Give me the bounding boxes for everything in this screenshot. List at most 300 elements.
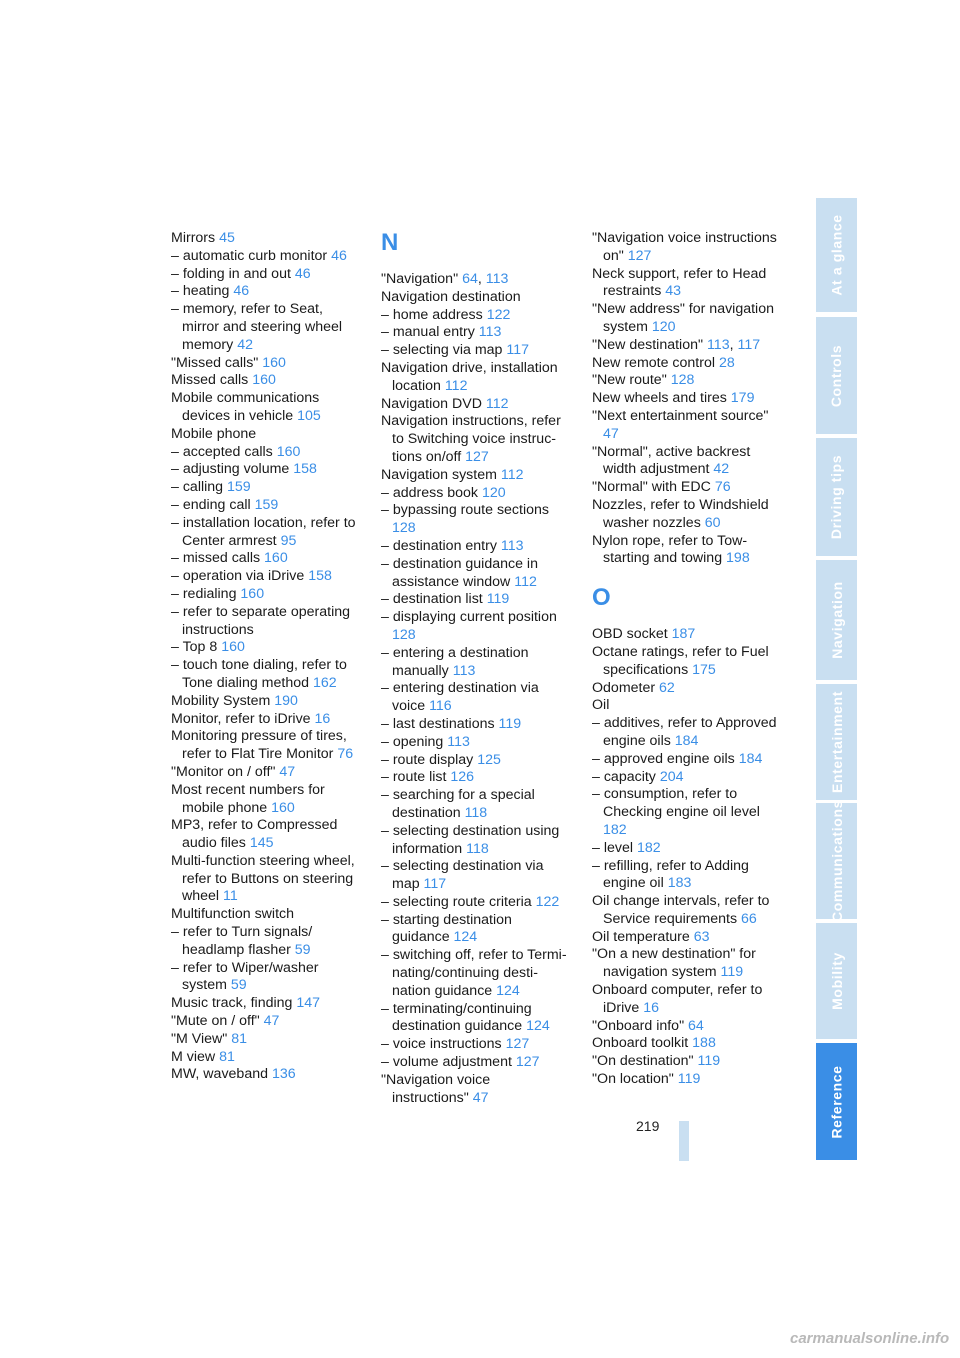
index-entry-text: "Normal", active backrest width adjustment (592, 443, 751, 478)
index-entry-text: – memory, refer to Seat, mirror and steering wheel memory (171, 301, 343, 353)
page-reference-link[interactable]: 184 (738, 750, 763, 767)
sidebar-tab-driving-tips[interactable] (816, 438, 857, 556)
page-reference-link[interactable]: 112 (444, 377, 468, 394)
index-entry-text: – installation location, refer to Center armrest (171, 514, 356, 549)
index-entry-text: "Navigation voice instructions on" (592, 230, 777, 264)
page-reference-link[interactable]: 184 (674, 732, 699, 749)
page-reference-link[interactable]: 124 (496, 982, 520, 999)
index-entry-text: – selecting via map (381, 342, 507, 359)
index-entry (171, 515, 359, 551)
page-reference-link[interactable]: 46 (294, 265, 311, 282)
index-entry-text: – refer to Turn signals/ headlamp flasher (171, 924, 313, 958)
index-entry-text: Odometer (592, 679, 660, 696)
index-entry (171, 960, 359, 996)
index-entry (381, 912, 569, 948)
index-entry-text: Navigation DVD (381, 395, 486, 412)
page-reference-link[interactable]: 47 (472, 1089, 489, 1106)
index-entry (171, 782, 359, 818)
index-entry-text: – missed calls (171, 550, 265, 567)
page-reference-link[interactable]: 113 (485, 271, 509, 287)
index-entry (171, 461, 359, 479)
index-entry (592, 786, 780, 839)
page-reference-link[interactable]: 120 (651, 318, 676, 335)
sidebar-tab-mobility[interactable] (816, 923, 857, 1039)
page-reference-link[interactable]: 122 (486, 306, 511, 323)
index-entry (592, 715, 780, 751)
page-reference-link[interactable]: 160 (240, 585, 265, 602)
page-reference-link[interactable]: 46 (233, 283, 250, 300)
sidebar-tab-entertainment[interactable] (816, 684, 857, 800)
page-reference-link[interactable]: 160 (221, 639, 245, 656)
index-entry-text: New wheels and tires (592, 390, 731, 407)
page-reference-link[interactable]: 158 (293, 461, 317, 478)
page-reference-link[interactable]: 128 (670, 372, 695, 389)
page-reference-link[interactable]: 16 (314, 710, 331, 727)
page-reference-link[interactable]: 126 (450, 769, 475, 786)
index-entry (171, 711, 359, 729)
page-reference-link[interactable]: 81 (219, 1048, 235, 1065)
sidebar-tab-label: Communications (828, 800, 845, 922)
index-entry-text: Multifunction switch (171, 906, 295, 923)
index-entry-text: – manual entry (381, 324, 479, 341)
index-entry (381, 1072, 569, 1108)
page-reference-link[interactable]: 118 (466, 840, 489, 857)
index-entry (592, 858, 780, 894)
page-reference-link[interactable]: 47 (279, 763, 296, 780)
index-entry (592, 840, 780, 858)
index-entry (592, 1053, 780, 1071)
index-entry-text: – adjusting volume (171, 461, 294, 478)
index-entry (381, 858, 569, 894)
page-reference-link[interactable]: 160 (276, 443, 301, 460)
index-entry-text: Multi-function steering wheel, refer to Buttons on steering wheel (171, 852, 355, 905)
index-entry-text: – operation via iDrive (171, 568, 309, 585)
page-reference-link[interactable]: 204 (659, 768, 684, 785)
index-entry (171, 230, 359, 248)
index-entry-text: – home address (381, 306, 487, 323)
index-entry (381, 413, 569, 466)
index-entry (592, 230, 780, 266)
index-entry (592, 680, 780, 698)
index-entry (381, 752, 569, 770)
index-entry-text: – refer to Wiper/washer system (171, 959, 319, 994)
index-entry-text: Octane ratings, refer to Fuel specifications (592, 643, 769, 678)
index-entry-text: "Mute on / off" (171, 1013, 264, 1030)
index-entry (171, 301, 359, 354)
index-entry (381, 609, 569, 645)
index-column-3 (592, 230, 780, 1089)
index-entry (381, 734, 569, 752)
index-entry-text: – terminating/continuing destination guidance (381, 1000, 532, 1035)
page-reference-link[interactable]: 112 (485, 395, 509, 412)
index-entry (381, 342, 569, 360)
index-entry-text: "On destination" (592, 1053, 698, 1070)
page-reference-link[interactable]: 43 (665, 283, 682, 300)
index-entry-text: – destination guidance in assistance window (381, 555, 538, 590)
index-entry (592, 301, 780, 337)
index-entry-text: Navigation system (381, 466, 501, 483)
index-entry-text: Oil temperature (592, 928, 694, 945)
sidebar-tab-label: At a glance (828, 214, 845, 296)
index-entry-text: Oil change intervals, refer to Service requirements (592, 893, 770, 927)
page-reference-link[interactable]: 136 (271, 1066, 296, 1083)
page-reference-link[interactable]: 47 (263, 1013, 280, 1030)
page-reference-link[interactable]: 113 (706, 336, 730, 353)
index-entry-text: – volume adjustment (381, 1054, 516, 1071)
page-reference-link[interactable]: 63 (693, 928, 710, 945)
page-reference-link[interactable]: 81 (231, 1030, 248, 1047)
index-entry-text: – touch tone dialing, refer to Tone dialing method (171, 657, 347, 691)
index-entry-text: Monitoring pressure of tires, refer to Flat Tire Monitor (171, 728, 347, 763)
page-reference-link[interactable]: 42 (713, 461, 730, 478)
index-entry (381, 645, 569, 681)
index-entry-text: – calling (171, 479, 227, 496)
index-entry (381, 716, 569, 734)
index-entry-text: Mirrors (171, 230, 220, 246)
page-reference-link[interactable]: 28 (718, 354, 735, 371)
page-reference-link[interactable]: 119 (486, 591, 510, 608)
index-entry (381, 894, 569, 912)
index-entry-text: Neck support, refer to Head restraints (592, 265, 767, 300)
index-entry-text: "Next entertainment source" (592, 407, 769, 424)
index-entry-text: "Monitor on / off" (171, 763, 280, 780)
page-reference-link[interactable]: 117 (423, 876, 447, 893)
index-entry-text: Nylon rope, refer to Tow-starting and towing (592, 532, 748, 567)
page-reference-link[interactable]: 182 (603, 821, 627, 838)
page-reference-link[interactable]: 188 (692, 1035, 716, 1052)
sidebar-tab-controls[interactable] (816, 317, 857, 434)
index-entry (381, 324, 569, 342)
index-entry (381, 787, 569, 823)
index-entry-text: – approved engine oils (592, 750, 739, 767)
page-reference-link[interactable]: 160 (264, 550, 288, 567)
index-entry-text: MP3, refer to Compressed audio files (171, 817, 338, 852)
index-entry (171, 1013, 359, 1031)
index-entry (381, 289, 569, 307)
index-entry (592, 372, 780, 390)
page-reference-link[interactable]: 60 (704, 514, 721, 531)
index-entry (381, 769, 569, 787)
watermark: carmanualsonline.info (790, 1330, 950, 1347)
page-reference-link[interactable]: 46 (331, 247, 347, 264)
index-entry-text: "On a new destination" for navigation system (592, 946, 756, 981)
index-entry (592, 355, 780, 373)
page-reference-link[interactable]: 16 (643, 999, 659, 1016)
index-entry-text: – address book (381, 484, 482, 501)
page-reference-link[interactable]: 187 (671, 626, 696, 643)
page-reference-link[interactable]: 127 (627, 247, 652, 264)
index-entry (592, 444, 780, 480)
index-entry-text: "Normal" with EDC (592, 479, 715, 496)
page-reference-link[interactable]: 119 (720, 964, 744, 981)
page-reference-link[interactable]: 76 (714, 479, 731, 496)
index-entry-text: – opening (381, 733, 448, 750)
index-entry (171, 639, 359, 657)
page-reference-link[interactable]: 62 (659, 679, 675, 696)
index-entry (171, 283, 359, 301)
page-reference-link[interactable]: 124 (526, 1018, 550, 1035)
page-reference-link[interactable]: 112 (500, 466, 524, 483)
page-reference-link[interactable]: 127 (505, 1036, 530, 1053)
index-entry-text: – level (592, 839, 637, 856)
page-reference-link[interactable]: 59 (230, 977, 247, 994)
index-entry-text: "Navigation" (381, 271, 463, 287)
page-reference-link[interactable]: 64 (462, 271, 478, 287)
index-entry-text: – consumption, refer to Checking engine oil level (592, 786, 760, 821)
index-entry-text: Mobile phone (171, 425, 257, 442)
index-entry-text: Navigation instructions, refer to Switching voice instruc-tions on/off (381, 413, 561, 465)
index-entry-text: – starting destination guidance (381, 911, 512, 946)
index-entry (381, 502, 569, 538)
index-entry (592, 626, 780, 644)
page-reference-link[interactable]: 112 (514, 573, 537, 590)
index-entry (171, 853, 359, 906)
index-entry-text: – selecting destination using information (381, 822, 560, 857)
index-entry (592, 751, 780, 769)
index-entry (381, 1001, 569, 1037)
page-reference-link[interactable]: 183 (667, 875, 692, 892)
index-entry (381, 467, 569, 485)
index-entry (592, 266, 780, 302)
index-entry-text: MW, waveband (171, 1066, 272, 1083)
index-entry (592, 929, 780, 947)
page-reference-link[interactable]: 105 (297, 407, 321, 424)
page-reference-link[interactable]: 182 (636, 839, 661, 856)
page-reference-link[interactable]: 120 (481, 484, 506, 501)
page-reference-link[interactable]: 198 (726, 550, 750, 567)
index-entry-text: "M View" (171, 1030, 232, 1047)
page-reference-link[interactable]: 119 (498, 715, 522, 732)
page-number-bar (679, 1121, 689, 1161)
index-entry (171, 764, 359, 782)
index-letter-heading: O (592, 584, 611, 612)
index-entry-text: – destination list (381, 591, 487, 608)
index-entry-text: "New route" (592, 372, 671, 389)
page-reference-link[interactable]: 113 (447, 733, 470, 750)
index-entry (381, 485, 569, 503)
index-entry (171, 604, 359, 640)
page-reference-link[interactable]: 124 (453, 929, 478, 946)
page-reference-link[interactable]: 159 (254, 496, 279, 513)
page-reference-link[interactable]: 122 (535, 893, 560, 910)
page-reference-link[interactable]: 160 (271, 799, 295, 816)
index-entry (592, 408, 780, 444)
sidebar-tab-communications[interactable] (816, 800, 857, 922)
index-entry (171, 1049, 359, 1067)
sidebar-tab-label: Driving tips (828, 454, 845, 540)
index-entry (171, 817, 359, 853)
index-entry (592, 697, 780, 715)
index-entry (171, 1066, 359, 1084)
index-entry (171, 390, 359, 426)
index-entry-text: Oil (592, 697, 610, 714)
index-entry-text: – entering destination via voice (381, 680, 539, 715)
page-reference-link[interactable]: 64 (688, 1017, 704, 1034)
page-reference-link[interactable]: 160 (262, 354, 286, 371)
index-entry (592, 1035, 780, 1053)
page-reference-link[interactable]: 162 (312, 674, 337, 691)
index-entry-text: – redialing (171, 585, 241, 602)
page-reference-link[interactable]: 119 (677, 1071, 701, 1088)
sidebar-tab-label: Navigation (828, 581, 845, 659)
index-entry (171, 266, 359, 284)
index-entry (171, 497, 359, 515)
page-reference-link[interactable]: 190 (274, 692, 298, 709)
index-entry-text: Onboard toolkit (592, 1035, 693, 1052)
index-entry-text: – destination entry (381, 537, 501, 554)
page-reference-link[interactable]: 113 (500, 537, 524, 554)
page-reference-link[interactable]: 159 (227, 479, 251, 496)
index-entry (381, 1054, 569, 1072)
page-reference-link[interactable]: 175 (692, 661, 716, 678)
index-entry-text: Most recent numbers for mobile phone (171, 781, 325, 816)
index-entry-text: "Onboard info" (592, 1017, 689, 1034)
index-entry (171, 906, 359, 924)
index-entry (592, 390, 780, 408)
page-reference-link[interactable]: 179 (730, 390, 755, 407)
index-letter-heading: N (381, 229, 399, 256)
index-entry-text: – refilling, refer to Adding engine oil (592, 857, 749, 892)
index-entry (592, 479, 780, 497)
index-entry (592, 1018, 780, 1036)
index-entry (381, 1036, 569, 1054)
index-entry-text: – displaying current position (381, 609, 557, 626)
page-reference-link[interactable]: 76 (337, 746, 354, 763)
index-entry (381, 307, 569, 325)
index-entry-text: "Navigation voice instructions" (381, 1071, 491, 1106)
page-reference-link[interactable]: 128 (392, 520, 416, 537)
index-entry (381, 360, 569, 396)
index-entry-text: Missed calls (171, 372, 253, 389)
index-entry-text: – route list (381, 769, 451, 786)
page-reference-link[interactable]: 116 (429, 698, 452, 715)
page-reference-link[interactable]: 45 (219, 230, 235, 246)
index-entry-text: – folding in and out (171, 265, 295, 282)
sidebar-tab-navigation[interactable] (816, 560, 857, 680)
sidebar-tab-at-a-glance[interactable] (816, 198, 857, 312)
index-entry-text: – capacity (592, 768, 660, 785)
page-reference-link[interactable]: 113 (478, 324, 502, 341)
index-entry (592, 1071, 780, 1089)
index-entry (171, 693, 359, 711)
index-entry-text: – searching for a special destination (381, 787, 535, 821)
section-sidebar (816, 198, 857, 1160)
page-reference-link[interactable]: 128 (392, 626, 416, 643)
page-reference-link[interactable]: 127 (465, 448, 489, 465)
index-entry (592, 497, 780, 533)
index-entry-text: – accepted calls (171, 443, 277, 460)
index-entry-text: – voice instructions (381, 1036, 506, 1053)
index-entry-text: New remote control (592, 354, 719, 371)
index-entry (592, 533, 780, 569)
index-entry (171, 372, 359, 390)
sidebar-tab-label: Mobility (828, 952, 845, 1010)
index-entry (381, 538, 569, 556)
index-entry-text: M view (171, 1048, 220, 1065)
sidebar-tab-reference[interactable] (816, 1043, 857, 1160)
index-entry-text: – route display (381, 751, 478, 768)
index-entry (381, 823, 569, 859)
index-entry-text: "New address" for navigation system (592, 301, 774, 335)
index-entry (381, 396, 569, 414)
index-entry (592, 893, 780, 929)
index-entry (381, 591, 569, 609)
index-entry (592, 769, 780, 787)
page-reference-link[interactable]: 66 (741, 910, 757, 927)
index-entry-text: – last destinations (381, 715, 499, 732)
index-entry-text: – switching off, refer to Termi-nating/continuing desti-nation guidance (381, 947, 567, 999)
index-entry-text: "Missed calls" (171, 354, 263, 371)
index-entry-text: Mobility System (171, 692, 275, 709)
index-entry-text: – selecting destination via map (381, 858, 544, 893)
index-entry (171, 444, 359, 462)
page-reference-link[interactable]: 11 (223, 888, 238, 905)
page-reference-link[interactable]: 59 (294, 941, 311, 958)
index-entry-text: Monitor, refer to iDrive (171, 710, 315, 727)
index-entry (171, 586, 359, 604)
page-reference-link[interactable]: 117 (506, 342, 530, 359)
page-reference-link[interactable]: 119 (697, 1053, 721, 1070)
page-reference-link[interactable]: 160 (252, 372, 276, 389)
index-entry: "Navigation" 64, 113 (381, 271, 509, 287)
index-entry (171, 426, 359, 444)
page-reference-link[interactable]: 145 (249, 835, 274, 852)
page-reference-link[interactable]: 118 (464, 804, 488, 821)
page-reference-link[interactable]: 158 (308, 568, 332, 585)
index-entry-text: – ending call (171, 496, 255, 513)
sidebar-tab-label: Entertainment (828, 691, 845, 793)
index-entry-text: Nozzles, refer to Windshield washer nozzles (592, 496, 769, 531)
index-entry (171, 1031, 359, 1049)
index-entry-text: – automatic curb monitor (171, 247, 332, 264)
index-entry (171, 550, 359, 568)
index-entry-text: OBD socket (592, 626, 672, 643)
sidebar-tab-label: Controls (828, 344, 845, 407)
index-entry-text: Onboard computer, refer to iDrive (592, 982, 763, 1016)
index-column-1 (171, 230, 359, 1084)
index-entry (171, 355, 359, 373)
index-entry (592, 982, 780, 1018)
index-entry (171, 924, 359, 960)
index-entry-text: Mobile communications devices in vehicle (171, 390, 320, 424)
index-entry-text: – Top 8 (171, 639, 222, 656)
index-entry-text: "On location" (592, 1071, 678, 1088)
index-entry (592, 946, 780, 982)
index-entry-text: Navigation destination (381, 288, 521, 305)
index-entry-text: – selecting route criteria (381, 893, 536, 910)
index-entry (171, 995, 359, 1013)
page-reference-link[interactable]: 42 (237, 336, 253, 353)
page-reference-link[interactable]: 95 (280, 532, 297, 549)
index-column-2 (381, 230, 569, 1107)
page-reference-link[interactable]: 127 (515, 1054, 540, 1071)
index-entry-text: "New destination" (592, 336, 707, 353)
page-reference-link[interactable]: 47 (603, 425, 619, 442)
page-reference-link[interactable]: 113 (452, 662, 476, 679)
index-entry (171, 479, 359, 497)
index-entry-text: – bypassing route sections (381, 502, 549, 519)
page-reference-link[interactable]: 117 (737, 336, 761, 353)
sidebar-tab-label: Reference (828, 1064, 845, 1139)
page-reference-link[interactable]: 125 (477, 751, 501, 768)
index-entry (381, 947, 569, 1000)
page-reference-link[interactable]: 147 (296, 995, 321, 1012)
index-entry: "New destination" 113, 117 (592, 336, 761, 353)
index-entry-text: – refer to separate operating instructions (171, 603, 351, 638)
index-entry-text: Navigation drive, installation location (381, 359, 558, 394)
index-entry (171, 248, 359, 266)
index-entry-text: Music track, finding (171, 995, 297, 1012)
